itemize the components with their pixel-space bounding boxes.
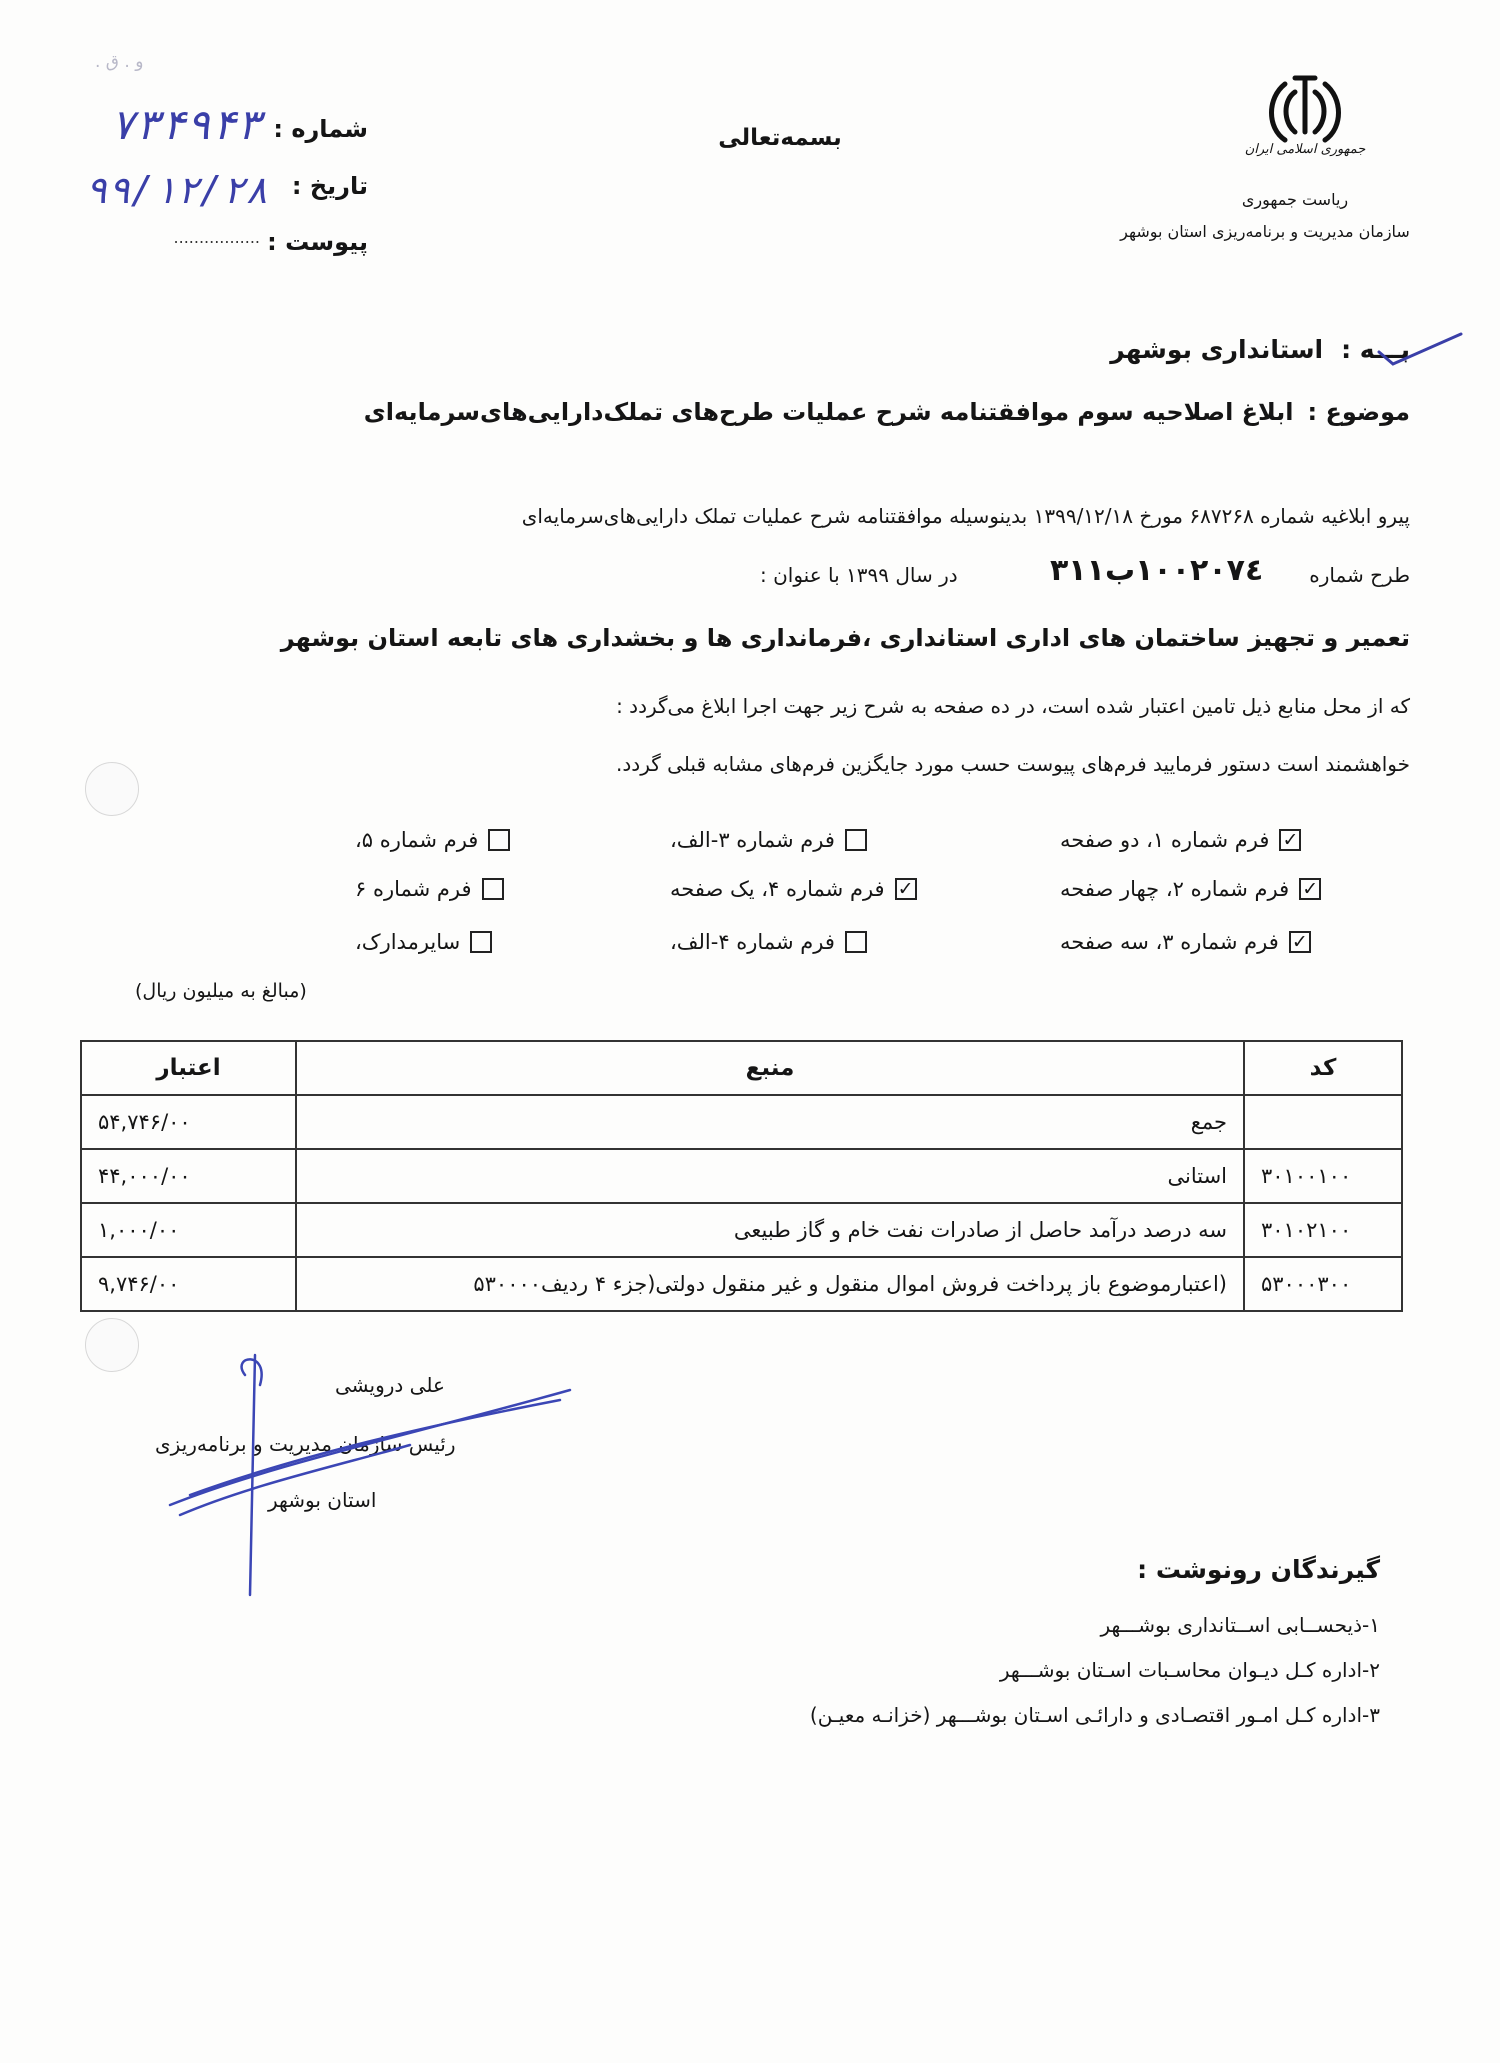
form-checkbox-item[interactable] [1060, 828, 1301, 852]
checkbox-empty-icon[interactable] [470, 931, 492, 953]
year-text: در سال ۱۳۹۹ با عنوان : [760, 563, 958, 587]
checkbox-empty-icon[interactable] [845, 829, 867, 851]
date-label: تاریخ : [291, 172, 368, 200]
number-label: شماره : [273, 115, 368, 143]
budget-table [80, 1040, 1403, 1312]
form-checkbox-item[interactable] [1060, 877, 1321, 901]
form-label: سایرمدارک، [355, 930, 461, 954]
form-label: فرم شماره ۱، دو صفحه [1060, 828, 1270, 852]
form-checkbox-item[interactable] [670, 828, 867, 852]
cell-credit: ۱,۰۰۰/۰۰ [81, 1203, 296, 1257]
form-label: فرم شماره ۴-الف، [670, 930, 835, 954]
cell-source: سه درصد درآمد حاصل از صادرات نفت خام و گاز طبیعی [296, 1203, 1244, 1257]
form-label: فرم شماره ۴، یک صفحه [670, 877, 885, 901]
cell-source: استانی [296, 1149, 1244, 1203]
signature-scribble [150, 1345, 590, 1609]
addressee-label: بـــه : [1341, 335, 1410, 364]
cell-code: ۳۰۱۰۰۱۰۰ [1244, 1149, 1402, 1203]
form-label: فرم شماره ۵، [355, 828, 479, 852]
body-line-4: خواهشمند است دستور فرمایید فرم‌های پیوست حسب مورد جایگزین فرم‌های مشابه قبلی گردد. [616, 752, 1410, 776]
table-row [81, 1095, 1402, 1149]
amount-note: (مبالغ به میلیون ریال) [135, 980, 307, 1002]
form-checkbox-item[interactable] [670, 930, 867, 954]
form-checkbox-item[interactable] [355, 877, 504, 901]
checkbox-empty-icon[interactable] [482, 878, 504, 900]
checkbox-empty-icon[interactable] [845, 931, 867, 953]
form-label: فرم شماره ۶ [355, 877, 472, 901]
body-line-1: پیرو ابلاغیه شماره ۶۸۷۲۶۸ مورخ ۱۳۹۹/۱۲/۱۸ بدینوسیله موافقتنامه شرح عملیات تملک دارایی‌های‌سرمایه‌ای [521, 504, 1410, 528]
subject-label: موضوع : [1307, 398, 1410, 426]
table-row [81, 1203, 1402, 1257]
bismillah-heading: بسمه‌تعالی [718, 125, 842, 151]
checkbox-checked-icon[interactable]: ✓ [1289, 931, 1311, 953]
cell-credit: ۵۴,۷۴۶/۰۰ [81, 1095, 296, 1149]
form-label: فرم شماره ۲، چهار صفحه [1060, 877, 1290, 901]
attachment-label: پیوست : [267, 228, 368, 256]
cc-item: ۲-اداره کـل دیـوان محاسـبات اسـتان بوشـــهر [999, 1658, 1380, 1682]
addressee [1110, 335, 1410, 364]
header-source: منبع [296, 1041, 1244, 1095]
checkbox-checked-icon[interactable]: ✓ [895, 878, 917, 900]
header-code: کد [1244, 1041, 1402, 1095]
subject [364, 398, 1410, 426]
attachment-value: ................. [173, 228, 260, 247]
checkmark-icon [1375, 330, 1465, 374]
checkbox-empty-icon[interactable] [488, 829, 510, 851]
cell-code [1244, 1095, 1402, 1149]
emblem-caption: جمهوری اسلامی ایران [1244, 142, 1366, 157]
cc-title: گیرندگان رونوشت : [1137, 1555, 1380, 1584]
cell-code: ۵۳۰۰۰۳۰۰ [1244, 1257, 1402, 1311]
form-checkbox-item[interactable] [1060, 930, 1311, 954]
plan-label: طرح شماره [1309, 563, 1410, 587]
table-row [81, 1149, 1402, 1203]
signer-name: علی درویشی [335, 1373, 445, 1397]
subject-value: ابلاغ اصلاحیه سوم موافقتنامه شرح عملیات طرح‌های تملک‌دارایی‌های‌سرمایه‌ای [363, 398, 1294, 426]
body-line-3: که از محل منابع ذیل تامین اعتبار شده است، در ده صفحه به شرح زیر جهت اجرا ابلاغ می‌گردد : [616, 694, 1410, 718]
cc-item: ۳-اداره کـل امـور اقتصـادی و دارائـی اسـتان بوشـــهر (خزانـه معیـن) [809, 1703, 1380, 1727]
form-label: فرم شماره ۳، سه صفحه [1060, 930, 1279, 954]
punch-hole [85, 762, 139, 816]
org-line-1: ریاست جمهوری [1241, 190, 1349, 209]
cell-source: جمع [296, 1095, 1244, 1149]
number-value: ۷۳۴۹۴۳ [110, 100, 262, 149]
corner-note: و . ق . [95, 52, 144, 72]
date-value: ۹۹/۱۲/۲۸ [85, 168, 269, 212]
cell-credit: ۴۴,۰۰۰/۰۰ [81, 1149, 296, 1203]
form-checkbox-item[interactable] [355, 828, 510, 852]
header-credit: اعتبار [81, 1041, 296, 1095]
checkbox-checked-icon[interactable]: ✓ [1279, 829, 1301, 851]
form-checkbox-item[interactable] [355, 930, 492, 954]
table-row [81, 1257, 1402, 1311]
cell-code: ۳۰۱۰۲۱۰۰ [1244, 1203, 1402, 1257]
table-header-row [81, 1041, 1402, 1095]
checkbox-checked-icon[interactable]: ✓ [1299, 878, 1321, 900]
cell-credit: ۹,۷۴۶/۰۰ [81, 1257, 296, 1311]
org-line-2: سازمان مدیریت و برنامه‌ریزی استان بوشهر [1120, 222, 1410, 241]
form-label: فرم شماره ۳-الف، [670, 828, 835, 852]
signer-province: استان بوشهر [268, 1488, 377, 1512]
plan-code: ۱۰۰۲۰۷٤ب٣١١ [1050, 553, 1264, 588]
plan-title: تعمیر و تجهیز ساختمان های اداری استانداری ،فرمانداری ها و بخشداری های تابعه استان بوشهر [280, 624, 1410, 652]
cc-item: ۱-ذیحســابی اســتانداری بوشـــهر [1100, 1613, 1380, 1637]
addressee-value: استانداری بوشهر [1110, 335, 1324, 364]
punch-hole [85, 1318, 139, 1372]
signer-title: رئیس سازمان مدیریت و برنامه‌ریزی [155, 1432, 456, 1456]
form-checkbox-item[interactable] [670, 877, 917, 901]
cell-source: (اعتبارموضوع باز پرداخت فروش اموال منقول و غیر منقول دولتی(جزء ۴ ردیف۵۳۰۰۰۰ [296, 1257, 1244, 1311]
